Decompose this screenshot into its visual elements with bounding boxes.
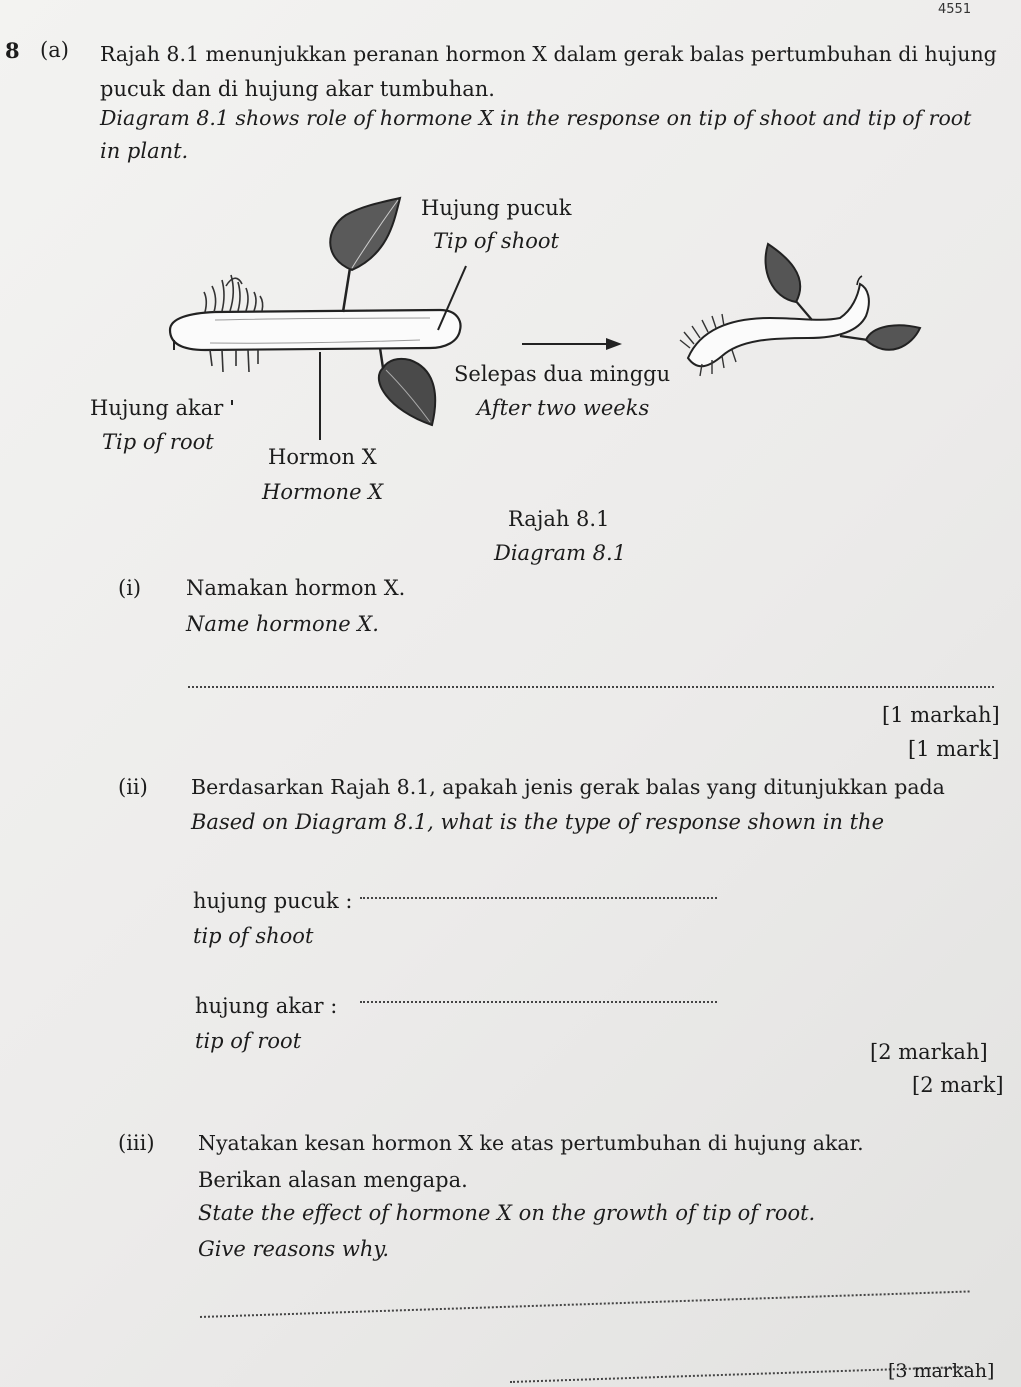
q2-shoot-ms: hujung pucuk :: [193, 889, 353, 913]
intro-ms-line1: Rajah 8.1 menunjukkan peranan hormon X dalam gerak balas pertumbuhan di hujung: [100, 42, 997, 66]
q2-text-en: Based on Diagram 8.1, what is the type of response shown in the: [191, 810, 884, 834]
label-shoot-ms: Hujung pucuk: [421, 196, 572, 220]
q2-mark-ms-text: [2 markah]: [870, 1040, 988, 1064]
intro-ms-line2: pucuk dan di hujung akar tumbuhan.: [100, 77, 495, 101]
root-hairs-bottom: [210, 350, 258, 372]
q1-text-en: Name hormone X.: [186, 612, 379, 636]
intro-en-line1: Diagram 8.1 shows role of hormone X in the response on tip of shoot and tip of root: [100, 106, 972, 130]
label-root-ms: Hujung akar: [90, 396, 224, 420]
q3-text-en-1: State the effect of hormone X on the growth of tip of root.: [198, 1201, 816, 1225]
q2-root-en: tip of root: [195, 1029, 302, 1053]
intro-en-line2: in plant.: [100, 139, 189, 163]
label-time-ms: Selepas dua minggu: [454, 362, 671, 386]
q3-text-ms-1: Nyatakan kesan hormon X ke atas pertumbuhan di hujung akar.: [198, 1131, 864, 1155]
root-hairs-top: [204, 275, 263, 312]
diagram-caption-ms: Rajah 8.1: [508, 507, 610, 531]
q1-text-ms: Namakan hormon X.: [186, 576, 406, 600]
q3-mark-ms-text: [3 markah]: [888, 1360, 995, 1382]
q3-mark-ms: [888, 1360, 994, 1382]
label-time-en: After two weeks: [477, 396, 650, 420]
q2-mark-en-text: [2 mark]: [912, 1073, 1004, 1097]
q1-mark-ms-text: [1 markah]: [882, 703, 1000, 727]
q2-shoot-en: tip of shoot: [193, 924, 314, 948]
q1-mark-en: [908, 737, 1000, 761]
horizontal-stem: [170, 310, 460, 350]
bent-plant: [680, 244, 920, 376]
label-shoot-en: Tip of shoot: [433, 229, 559, 253]
right-arrow: [522, 338, 622, 350]
q3-text-ms-2: Berikan alasan mengapa.: [198, 1168, 468, 1192]
q2-text-ms: Berdasarkan Rajah 8.1, apakah jenis gerak balas yang ditunjukkan pada: [191, 775, 945, 799]
q3-answer-line-1[interactable]: [200, 1290, 970, 1318]
q2-root-ms: hujung akar :: [195, 994, 338, 1018]
label-hormone-ms: Hormon X: [268, 445, 377, 469]
label-hormone-en: Hormone X: [262, 480, 384, 504]
q2-number: (ii): [118, 775, 148, 799]
q3-text-en-2: Give reasons why.: [198, 1237, 390, 1261]
q2-mark-en: [912, 1073, 1004, 1097]
question-number: 8: [5, 38, 20, 63]
upper-leaf: [330, 198, 400, 312]
diagram-caption-en: Diagram 8.1: [494, 541, 627, 565]
page-code: 4551: [938, 2, 972, 17]
q2-mark-ms: [870, 1040, 988, 1064]
q2-root-answer-line[interactable]: [360, 1001, 717, 1003]
q2-shoot-answer-line[interactable]: [360, 897, 717, 899]
q1-answer-line[interactable]: [188, 686, 994, 688]
q1-number: (i): [118, 576, 142, 600]
q1-mark-en-text: [1 mark]: [908, 737, 1000, 761]
label-root-en: Tip of root: [102, 430, 214, 454]
question-part: (a): [40, 38, 69, 62]
q3-number: (iii): [118, 1131, 155, 1155]
q1-mark-ms: [882, 703, 1000, 727]
lower-leaf: [379, 348, 435, 425]
